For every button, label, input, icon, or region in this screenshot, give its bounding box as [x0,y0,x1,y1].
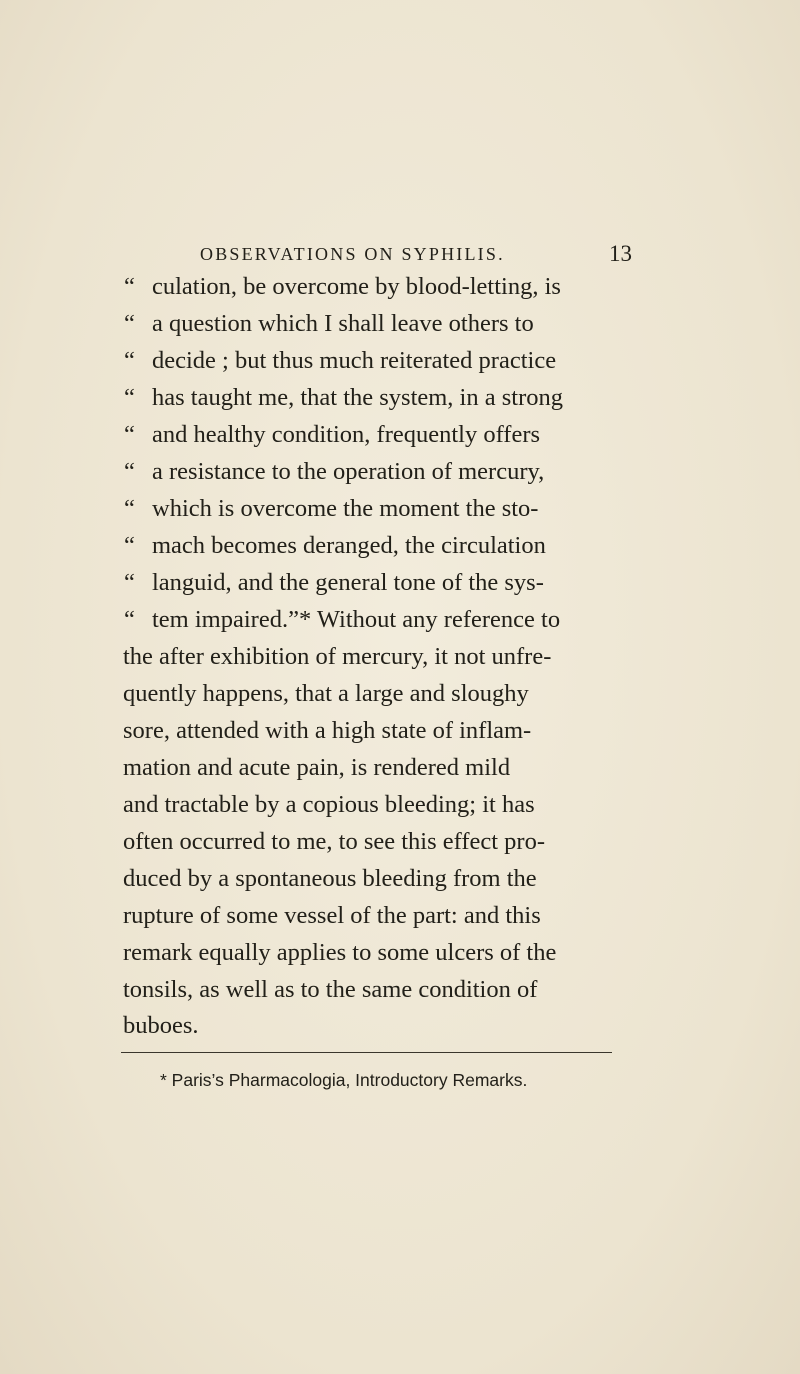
text-line [123,677,529,711]
text-line [124,455,544,489]
line-text: has taught me, that the system, in a strong [152,384,563,411]
page-number: 13 [609,241,632,266]
quote-mark: “ [124,606,135,633]
line-text: a resistance to the operation of mercury, [152,458,545,485]
line-text: mation and acute pain, is rendered mild [123,754,511,781]
line-text: quently happens, that a large and sloughy [123,680,529,707]
text-line [123,640,551,674]
text-line [123,899,541,933]
line-text: and healthy condition, frequently offers [152,421,541,448]
text-line [123,1009,199,1043]
running-title: OBSERVATIONS ON SYPHILIS. [200,244,505,264]
footnote-rule [121,1052,612,1053]
text-line [124,381,563,415]
line-text: the after exhibition of mercury, it not unfre- [123,643,552,670]
line-text: buboes. [123,1012,199,1039]
quote-mark: “ [124,495,135,522]
quote-mark: “ [124,273,135,300]
text-line [123,714,531,748]
quote-mark: “ [124,532,135,559]
line-text: sore, attended with a high state of inflam- [123,717,532,744]
text-line [124,492,538,526]
text-line [124,344,556,378]
line-text: which is overcome the moment the sto- [152,495,539,522]
running-head [200,241,632,270]
text-line [123,936,556,970]
line-text: rupture of some vessel of the part: and this [123,902,541,929]
text-line [123,825,545,859]
line-text: culation, be overcome by blood-letting, is [152,273,561,300]
line-text: remark equally applies to some ulcers of the [123,939,557,966]
line-text: tem impaired.”* Without any reference to [152,606,561,633]
quote-mark: “ [124,347,135,374]
text-line [124,418,540,452]
line-text: a question which I shall leave others to [152,310,534,337]
line-text: and tractable by a copious bleeding; it has [123,791,535,818]
text-line [123,788,535,822]
quote-mark: “ [124,421,135,448]
line-text: tonsils, as well as to the same condition of [123,976,538,1003]
text-line [124,529,546,563]
quote-mark: “ [124,384,135,411]
text-line [124,566,544,600]
line-text: duced by a spontaneous bleeding from the [123,865,537,892]
text-line [124,270,561,304]
quote-mark: “ [124,458,135,485]
quote-mark: “ [124,310,135,337]
text-line [123,862,537,896]
text-line [123,973,537,1007]
line-text: decide ; but thus much reiterated practice [152,347,557,374]
text-line [123,751,510,785]
line-text: mach becomes deranged, the circulation [152,532,546,559]
text-line [124,307,534,341]
quote-mark: “ [124,569,135,596]
line-text: languid, and the general tone of the sys- [152,569,544,596]
text-line [124,603,560,637]
line-text: often occurred to me, to see this effect pro- [123,828,546,855]
footnote: * Paris’s Pharmacologia, Introductory Remarks. [160,1070,528,1090]
